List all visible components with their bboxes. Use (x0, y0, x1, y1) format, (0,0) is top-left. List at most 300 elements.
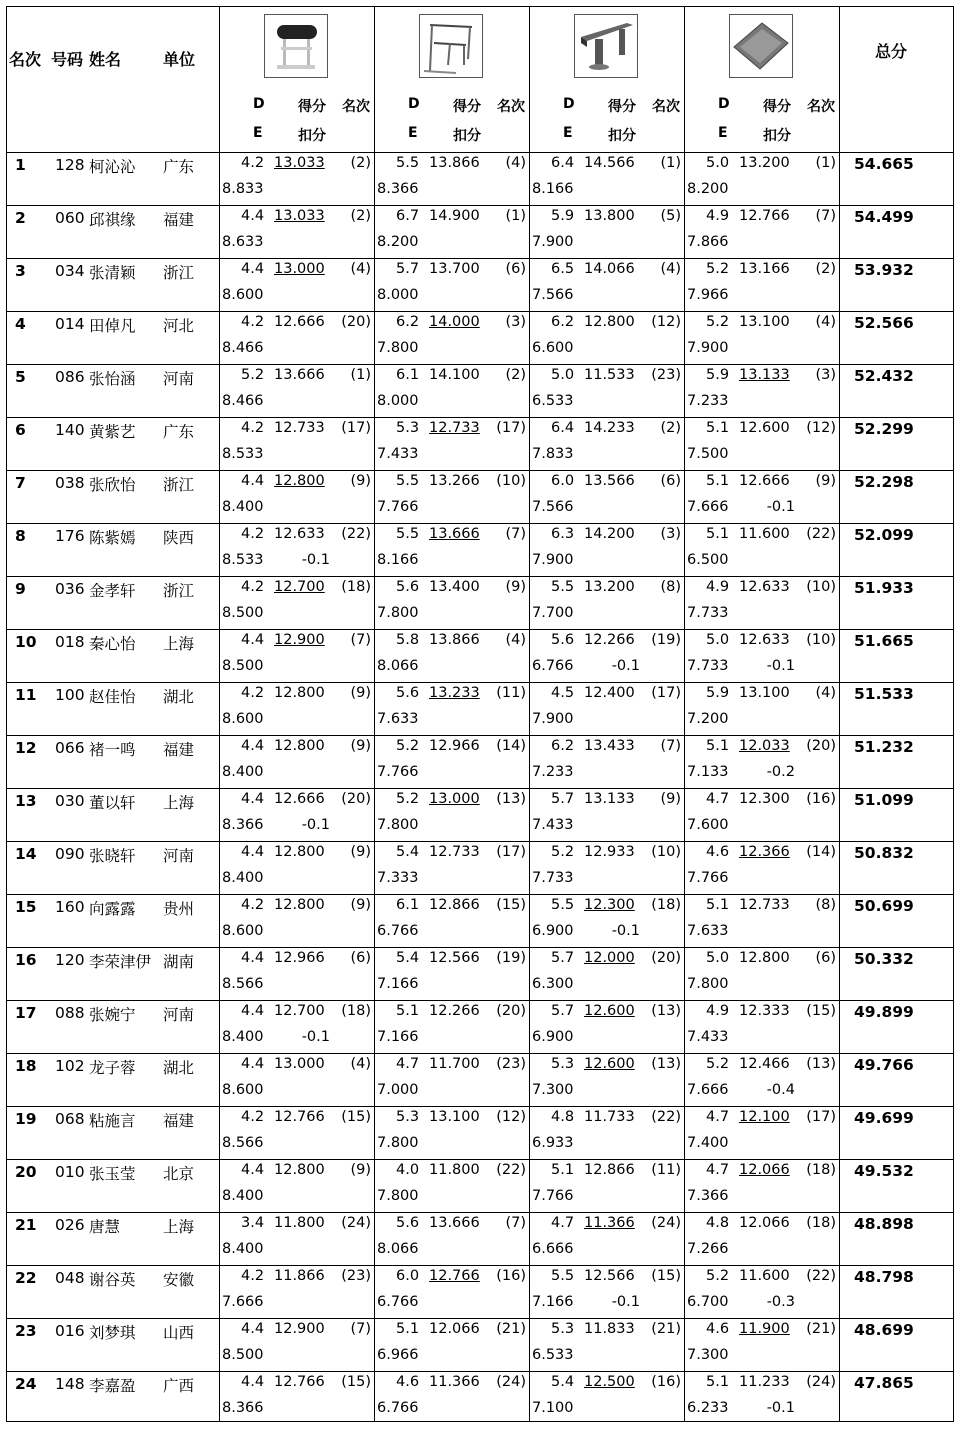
apparatus-place-cell: (4) (660, 261, 681, 277)
name-cell: 张玉莹 (89, 1165, 136, 1183)
difficulty-score-cell: 5.1 (551, 1162, 575, 1178)
vault-icon (264, 14, 328, 78)
total-score-cell: 48.898 (854, 1215, 914, 1233)
header-place-label: 名次 (807, 99, 835, 115)
difficulty-score-cell: 4.8 (706, 1215, 730, 1231)
execution-score-cell: 7.900 (532, 234, 574, 250)
difficulty-score-cell: 4.4 (241, 844, 265, 860)
number-cell: 010 (55, 1163, 85, 1181)
difficulty-score-cell: 6.7 (396, 208, 420, 224)
table-row (7, 683, 953, 736)
apparatus-score-cell: 13.866 (429, 632, 480, 648)
execution-score-cell: 7.766 (377, 499, 419, 515)
apparatus-score-cell: 12.966 (429, 738, 480, 754)
number-cell: 048 (55, 1269, 85, 1287)
table-row (7, 577, 953, 630)
team-cell: 上海 (163, 635, 195, 653)
apparatus-score-cell: 12.733 (429, 844, 480, 860)
number-cell: 088 (55, 1004, 85, 1022)
number-cell: 034 (55, 262, 85, 280)
execution-score-cell: 8.000 (377, 287, 419, 303)
difficulty-score-cell: 5.8 (396, 632, 420, 648)
difficulty-score-cell: 6.1 (396, 897, 420, 913)
header-place-label: 名次 (342, 99, 370, 115)
apparatus-score-cell: 13.666 (429, 526, 480, 542)
apparatus-place-cell: (2) (350, 208, 371, 224)
header-rank: 名次 (9, 50, 42, 69)
apparatus-place-cell: (24) (651, 1215, 681, 1231)
difficulty-score-cell: 6.4 (551, 420, 575, 436)
table-row (7, 471, 953, 524)
header-d-label: D (563, 96, 575, 112)
apparatus-score-cell: 13.400 (429, 579, 480, 595)
difficulty-score-cell: 5.1 (706, 738, 730, 754)
execution-score-cell: 6.966 (377, 1347, 419, 1363)
apparatus-place-cell: (10) (806, 579, 836, 595)
apparatus-place-cell: (2) (815, 261, 836, 277)
team-cell: 湖北 (163, 688, 195, 706)
team-cell: 广西 (163, 1377, 195, 1395)
name-cell: 谢谷英 (89, 1271, 136, 1289)
execution-score-cell: 6.933 (532, 1135, 574, 1151)
name-cell: 褚一鸣 (89, 741, 136, 759)
apparatus-place-cell: (9) (350, 738, 371, 754)
execution-score-cell: 7.866 (687, 234, 729, 250)
execution-score-cell: 6.900 (532, 1029, 574, 1045)
execution-score-cell: 7.800 (687, 976, 729, 992)
team-cell: 广东 (163, 423, 195, 441)
apparatus-score-cell: 14.233 (584, 420, 635, 436)
total-score-cell: 52.299 (854, 420, 914, 438)
execution-score-cell: 8.833 (222, 181, 264, 197)
execution-score-cell: 7.433 (377, 446, 419, 462)
rank-cell: 14 (15, 845, 37, 863)
apparatus-place-cell: (14) (496, 738, 526, 754)
execution-score-cell: 7.433 (687, 1029, 729, 1045)
difficulty-score-cell: 4.5 (551, 685, 575, 701)
execution-score-cell: 7.966 (687, 287, 729, 303)
rank-cell: 19 (15, 1110, 37, 1128)
apparatus-place-cell: (15) (496, 897, 526, 913)
apparatus-place-cell: (10) (651, 844, 681, 860)
execution-score-cell: 7.566 (532, 287, 574, 303)
table-row (7, 259, 953, 312)
difficulty-score-cell: 6.0 (551, 473, 575, 489)
apparatus-score-cell: 12.900 (274, 632, 325, 648)
apparatus-place-cell: (16) (651, 1374, 681, 1390)
execution-score-cell: 8.600 (222, 1082, 264, 1098)
execution-score-cell: 6.666 (532, 1241, 574, 1257)
apparatus-place-cell: (9) (350, 844, 371, 860)
difficulty-score-cell: 4.7 (706, 1109, 730, 1125)
uneven-bars-icon (419, 14, 483, 78)
name-cell: 金孝轩 (89, 582, 136, 600)
apparatus-place-cell: (4) (815, 314, 836, 330)
difficulty-score-cell: 4.4 (241, 1056, 265, 1072)
apparatus-place-cell: (7) (505, 1215, 526, 1231)
number-cell: 060 (55, 209, 85, 227)
deduction-cell: -0.1 (611, 1294, 640, 1310)
execution-score-cell: 7.900 (532, 552, 574, 568)
apparatus-score-cell: 13.233 (429, 685, 480, 701)
header-deduction-label: 扣分 (608, 128, 636, 144)
apparatus-score-cell: 12.100 (739, 1109, 790, 1125)
execution-score-cell: 7.733 (687, 605, 729, 621)
number-cell: 176 (55, 527, 85, 545)
total-score-cell: 48.699 (854, 1321, 914, 1339)
apparatus-place-cell: (13) (806, 1056, 836, 1072)
difficulty-score-cell: 5.2 (706, 1268, 730, 1284)
execution-score-cell: 7.433 (532, 817, 574, 833)
difficulty-score-cell: 5.1 (706, 420, 730, 436)
apparatus-score-cell: 11.233 (739, 1374, 790, 1390)
difficulty-score-cell: 4.2 (241, 1268, 265, 1284)
execution-score-cell: 8.400 (222, 1188, 264, 1204)
apparatus-score-cell: 11.366 (584, 1215, 635, 1231)
apparatus-score-cell: 12.766 (429, 1268, 480, 1284)
execution-score-cell: 8.200 (377, 234, 419, 250)
difficulty-score-cell: 5.6 (396, 685, 420, 701)
number-cell: 102 (55, 1057, 85, 1075)
difficulty-score-cell: 4.9 (706, 1003, 730, 1019)
apparatus-score-cell: 12.800 (584, 314, 635, 330)
apparatus-place-cell: (24) (341, 1215, 371, 1231)
rank-cell: 4 (15, 315, 26, 333)
apparatus-place-cell: (6) (815, 950, 836, 966)
difficulty-score-cell: 4.4 (241, 1162, 265, 1178)
table-row (7, 1160, 953, 1213)
header-e-label: E (408, 125, 418, 141)
apparatus-score-cell: 11.833 (584, 1321, 635, 1337)
balance-beam-icon (574, 14, 638, 78)
execution-score-cell: 8.400 (222, 870, 264, 886)
difficulty-score-cell: 5.3 (396, 420, 420, 436)
difficulty-score-cell: 4.4 (241, 473, 265, 489)
team-cell: 浙江 (163, 264, 195, 282)
name-cell: 田倬凡 (89, 317, 136, 335)
difficulty-score-cell: 4.4 (241, 261, 265, 277)
apparatus-score-cell: 12.366 (739, 844, 790, 860)
apparatus-place-cell: (22) (341, 526, 371, 542)
apparatus-place-cell: (20) (341, 791, 371, 807)
rank-cell: 23 (15, 1322, 37, 1340)
difficulty-score-cell: 4.4 (241, 791, 265, 807)
apparatus-score-cell: 11.733 (584, 1109, 635, 1125)
apparatus-score-cell: 12.766 (274, 1374, 325, 1390)
team-cell: 湖南 (163, 953, 195, 971)
name-cell: 张婉宁 (89, 1006, 136, 1024)
difficulty-score-cell: 4.2 (241, 579, 265, 595)
execution-score-cell: 8.400 (222, 1029, 264, 1045)
apparatus-score-cell: 13.000 (274, 1056, 325, 1072)
apparatus-score-cell: 12.766 (739, 208, 790, 224)
difficulty-score-cell: 4.8 (551, 1109, 575, 1125)
execution-score-cell: 8.600 (222, 711, 264, 727)
difficulty-score-cell: 5.2 (706, 261, 730, 277)
execution-score-cell: 7.100 (532, 1400, 574, 1416)
apparatus-place-cell: (7) (350, 632, 371, 648)
table-row (7, 842, 953, 895)
apparatus-place-cell: (17) (496, 844, 526, 860)
apparatus-score-cell: 12.733 (274, 420, 325, 436)
difficulty-score-cell: 5.9 (706, 685, 730, 701)
apparatus-score-cell: 12.700 (274, 1003, 325, 1019)
execution-score-cell: 7.766 (532, 1188, 574, 1204)
number-cell: 066 (55, 739, 85, 757)
rank-cell: 2 (15, 209, 26, 227)
total-score-cell: 54.499 (854, 208, 914, 226)
number-cell: 086 (55, 368, 85, 386)
apparatus-place-cell: (20) (496, 1003, 526, 1019)
difficulty-score-cell: 4.9 (706, 579, 730, 595)
name-cell: 秦心怡 (89, 635, 136, 653)
rank-cell: 8 (15, 527, 26, 545)
execution-score-cell: 6.766 (377, 923, 419, 939)
header-deduction-label: 扣分 (453, 128, 481, 144)
apparatus-place-cell: (18) (651, 897, 681, 913)
difficulty-score-cell: 6.3 (551, 526, 575, 542)
difficulty-score-cell: 5.4 (396, 844, 420, 860)
apparatus-score-cell: 12.766 (274, 1109, 325, 1125)
apparatus-score-cell: 12.800 (739, 950, 790, 966)
number-cell: 016 (55, 1322, 85, 1340)
execution-score-cell: 8.000 (377, 393, 419, 409)
apparatus-score-cell: 11.800 (429, 1162, 480, 1178)
apparatus-place-cell: (24) (806, 1374, 836, 1390)
apparatus-score-cell: 13.033 (274, 155, 325, 171)
execution-score-cell: 7.600 (687, 817, 729, 833)
header-score-label: 得分 (763, 99, 791, 115)
difficulty-score-cell: 5.3 (551, 1321, 575, 1337)
team-cell: 福建 (163, 211, 195, 229)
execution-score-cell: 6.233 (687, 1400, 729, 1416)
apparatus-score-cell: 12.900 (274, 1321, 325, 1337)
apparatus-score-cell: 12.866 (429, 897, 480, 913)
number-cell: 090 (55, 845, 85, 863)
execution-score-cell: 7.166 (377, 1029, 419, 1045)
apparatus-score-cell: 12.800 (274, 473, 325, 489)
difficulty-score-cell: 5.5 (551, 579, 575, 595)
number-cell: 036 (55, 580, 85, 598)
difficulty-score-cell: 5.6 (396, 1215, 420, 1231)
execution-score-cell: 8.533 (222, 552, 264, 568)
apparatus-place-cell: (18) (341, 579, 371, 595)
apparatus-place-cell: (16) (806, 791, 836, 807)
apparatus-place-cell: (20) (651, 950, 681, 966)
execution-score-cell: 8.500 (222, 1347, 264, 1363)
team-cell: 福建 (163, 1112, 195, 1130)
difficulty-score-cell: 5.1 (396, 1321, 420, 1337)
execution-score-cell: 6.300 (532, 976, 574, 992)
difficulty-score-cell: 4.2 (241, 685, 265, 701)
table-row (7, 524, 953, 577)
apparatus-score-cell: 12.800 (274, 897, 325, 913)
apparatus-place-cell: (7) (350, 1321, 371, 1337)
number-cell: 014 (55, 315, 85, 333)
execution-score-cell: 8.166 (377, 552, 419, 568)
execution-score-cell: 7.233 (687, 393, 729, 409)
deduction-cell: -0.1 (766, 1400, 795, 1416)
difficulty-score-cell: 4.4 (241, 1374, 265, 1390)
apparatus-score-cell: 12.600 (584, 1003, 635, 1019)
team-cell: 福建 (163, 741, 195, 759)
difficulty-score-cell: 5.6 (396, 579, 420, 595)
apparatus-place-cell: (9) (660, 791, 681, 807)
execution-score-cell: 7.633 (687, 923, 729, 939)
execution-score-cell: 7.800 (377, 340, 419, 356)
execution-score-cell: 8.466 (222, 340, 264, 356)
total-score-cell: 52.099 (854, 526, 914, 544)
rank-cell: 15 (15, 898, 37, 916)
difficulty-score-cell: 5.3 (396, 1109, 420, 1125)
rank-cell: 5 (15, 368, 26, 386)
rank-cell: 6 (15, 421, 26, 439)
deduction-cell: -0.1 (301, 817, 330, 833)
name-cell: 董以轩 (89, 794, 136, 812)
apparatus-score-cell: 12.933 (584, 844, 635, 860)
total-score-cell: 50.832 (854, 844, 914, 862)
apparatus-place-cell: (9) (350, 897, 371, 913)
difficulty-score-cell: 5.5 (551, 897, 575, 913)
apparatus-score-cell: 12.633 (739, 579, 790, 595)
execution-score-cell: 7.233 (532, 764, 574, 780)
rank-cell: 17 (15, 1004, 37, 1022)
difficulty-score-cell: 5.7 (551, 1003, 575, 1019)
name-cell: 邱祺缘 (89, 211, 136, 229)
header-d-label: D (408, 96, 420, 112)
execution-score-cell: 6.533 (532, 1347, 574, 1363)
difficulty-score-cell: 6.2 (551, 314, 575, 330)
difficulty-score-cell: 4.7 (551, 1215, 575, 1231)
apparatus-score-cell: 11.366 (429, 1374, 480, 1390)
table-row (7, 206, 953, 259)
total-score-cell: 51.933 (854, 579, 914, 597)
rank-cell: 10 (15, 633, 37, 651)
difficulty-score-cell: 4.4 (241, 208, 265, 224)
table-row (7, 1001, 953, 1054)
difficulty-score-cell: 4.2 (241, 155, 265, 171)
deduction-cell: -0.1 (766, 658, 795, 674)
header-deduction-label: 扣分 (298, 128, 326, 144)
apparatus-place-cell: (9) (505, 579, 526, 595)
execution-score-cell: 6.533 (532, 393, 574, 409)
deduction-cell: -0.1 (611, 923, 640, 939)
execution-score-cell: 7.300 (532, 1082, 574, 1098)
execution-score-cell: 7.733 (687, 658, 729, 674)
apparatus-score-cell: 12.300 (739, 791, 790, 807)
apparatus-score-cell: 12.666 (274, 791, 325, 807)
difficulty-score-cell: 5.1 (706, 473, 730, 489)
name-cell: 张清颖 (89, 264, 136, 282)
execution-score-cell: 8.566 (222, 976, 264, 992)
execution-score-cell: 7.800 (377, 1188, 419, 1204)
team-cell: 上海 (163, 794, 195, 812)
apparatus-place-cell: (21) (806, 1321, 836, 1337)
difficulty-score-cell: 5.5 (396, 526, 420, 542)
difficulty-score-cell: 5.0 (551, 367, 575, 383)
apparatus-score-cell: 13.100 (429, 1109, 480, 1125)
apparatus-place-cell: (13) (651, 1003, 681, 1019)
execution-score-cell: 8.166 (532, 181, 574, 197)
execution-score-cell: 8.533 (222, 446, 264, 462)
difficulty-score-cell: 5.9 (706, 367, 730, 383)
apparatus-place-cell: (17) (496, 420, 526, 436)
apparatus-score-cell: 14.900 (429, 208, 480, 224)
rank-cell: 21 (15, 1216, 37, 1234)
difficulty-score-cell: 5.3 (551, 1056, 575, 1072)
team-cell: 山西 (163, 1324, 195, 1342)
number-cell: 148 (55, 1375, 85, 1393)
apparatus-score-cell: 12.633 (274, 526, 325, 542)
execution-score-cell: 7.300 (687, 1347, 729, 1363)
execution-score-cell: 7.800 (377, 817, 419, 833)
apparatus-score-cell: 11.600 (739, 526, 790, 542)
apparatus-place-cell: (8) (815, 897, 836, 913)
team-cell: 北京 (163, 1165, 195, 1183)
apparatus-score-cell: 13.200 (584, 579, 635, 595)
apparatus-place-cell: (4) (350, 261, 371, 277)
deduction-cell: -0.1 (301, 1029, 330, 1045)
difficulty-score-cell: 5.1 (706, 526, 730, 542)
execution-score-cell: 7.500 (687, 446, 729, 462)
apparatus-place-cell: (22) (651, 1109, 681, 1125)
team-cell: 浙江 (163, 582, 195, 600)
team-cell: 安徽 (163, 1271, 195, 1289)
apparatus-place-cell: (7) (815, 208, 836, 224)
difficulty-score-cell: 6.5 (551, 261, 575, 277)
table-row (7, 365, 953, 418)
number-cell: 128 (55, 156, 85, 174)
total-score-cell: 49.532 (854, 1162, 914, 1180)
total-score-cell: 52.566 (854, 314, 914, 332)
apparatus-place-cell: (20) (806, 738, 836, 754)
difficulty-score-cell: 6.2 (551, 738, 575, 754)
execution-score-cell: 8.400 (222, 764, 264, 780)
difficulty-score-cell: 4.6 (396, 1374, 420, 1390)
apparatus-place-cell: (12) (651, 314, 681, 330)
difficulty-score-cell: 5.2 (551, 844, 575, 860)
apparatus-place-cell: (14) (806, 844, 836, 860)
apparatus-place-cell: (15) (341, 1374, 371, 1390)
difficulty-score-cell: 4.2 (241, 314, 265, 330)
apparatus-score-cell: 11.700 (429, 1056, 480, 1072)
apparatus-score-cell: 14.566 (584, 155, 635, 171)
apparatus-place-cell: (18) (341, 1003, 371, 1019)
apparatus-place-cell: (6) (660, 473, 681, 489)
apparatus-score-cell: 11.533 (584, 367, 635, 383)
execution-score-cell: 8.066 (377, 1241, 419, 1257)
header-place-label: 名次 (497, 99, 525, 115)
execution-score-cell: 8.366 (377, 181, 419, 197)
apparatus-score-cell: 12.666 (274, 314, 325, 330)
execution-score-cell: 7.633 (377, 711, 419, 727)
apparatus-score-cell: 12.500 (584, 1374, 635, 1390)
apparatus-score-cell: 12.066 (739, 1215, 790, 1231)
apparatus-score-cell: 13.566 (584, 473, 635, 489)
name-cell: 陈紫嫣 (89, 529, 136, 547)
apparatus-score-cell: 12.000 (584, 950, 635, 966)
apparatus-place-cell: (22) (806, 526, 836, 542)
execution-score-cell: 7.900 (532, 711, 574, 727)
difficulty-score-cell: 5.7 (551, 791, 575, 807)
rank-cell: 24 (15, 1375, 37, 1393)
apparatus-score-cell: 13.166 (739, 261, 790, 277)
total-score-cell: 50.699 (854, 897, 914, 915)
apparatus-place-cell: (23) (496, 1056, 526, 1072)
difficulty-score-cell: 4.4 (241, 738, 265, 754)
rank-cell: 16 (15, 951, 37, 969)
apparatus-place-cell: (23) (651, 367, 681, 383)
